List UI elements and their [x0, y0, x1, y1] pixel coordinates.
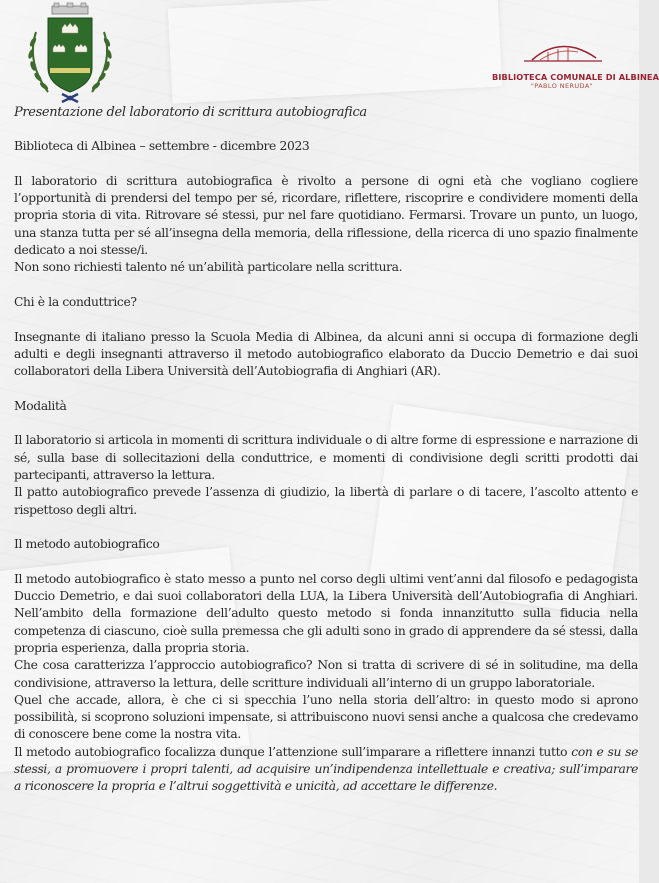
section-heading-modalita: Modalità: [14, 398, 67, 413]
modalita-paragraph: Il patto autobiografico prevede l’assenza di giudizio, la libertà di parlare o di tacere, l’ascolto attento e rispettoso degli altri.: [14, 485, 638, 517]
metodo-paragraph: Il metodo autobiografico è stato messo a punto nel corso degli ultimi vent’anni dal filosofo e pedagogista Duccio Demetrio, e dai suoi collaboratori della LUA, la Libera Università dell’Autobiografia di Anghiari. Nell’ambito della formazione dell’adulto questo metodo si fonda innanzitutto sulla fiducia nella competenza di ciascuno, cioè sulla premessa che gli adulti sono in grado di apprendere da sé stessi, dalla propria esperienza, dalla propria storia.: [14, 571, 638, 655]
metodo-final-plain: Il metodo autobiografico focalizza dunque l’attenzione sull’imparare a riflettere innanzi tutto: [14, 744, 572, 759]
library-name: BIBLIOTECA COMUNALE DI ALBINEA: [492, 72, 659, 82]
library-subtitle: "PABLO NERUDA": [530, 82, 594, 90]
library-building-icon: [492, 36, 632, 66]
background-paper: [168, 0, 503, 104]
page-title: Presentazione del laboratorio di scrittura autobiografica: [14, 105, 367, 120]
conductor-paragraph: Insegnante di italiano presso la Scuola Media di Albinea, da alcuni anni si occupa di formazione degli adulti e degli insegnanti attraverso il metodo autobiografico elaborato da Duccio Demetrio e dai suoi collaboratori della Libera Università dell’Autobiografia di Anghiari (AR).: [14, 329, 638, 379]
intro-paragraph: Non sono richiesti talento né un’abilità particolare nella scrittura.: [14, 260, 403, 275]
library-logo: [492, 36, 659, 90]
metodo-final-paragraph: [14, 744, 638, 796]
section-heading-metodo: Il metodo autobiografico: [14, 537, 160, 552]
albinea-coat-of-arms-logo: [22, 2, 118, 106]
metodo-final-italic: con e su se stessi, a promuovere i propri talenti, ad acquisire un’indipendenza intellettuale e creativa; sull’imparare a riconoscere la propria e l’altrui soggettività e unicità, ad accettare le differenze.: [14, 744, 638, 794]
metodo-paragraph: Che cosa caratterizza l’approccio autobiografico? Non si tratta di scrivere di sé in solitudine, ma della condivisione, attraverso la lettura, delle scritture individuali all’interno di un gruppo laboratoriale.: [14, 658, 638, 690]
document-body: [14, 104, 638, 796]
intro-paragraph: Il laboratorio di scrittura autobiografica è rivolto a persone di ogni età che vogliano cogliere l’opportunità di prendersi del tempo per sé, ricordare, riflettere, riscoprire e condividere momenti della propria storia di vita. Ritrovare sé stessi, pur nel fare quotidiano. Fermarsi. Trovare un punto, un luogo, una stanza tutta per sé all’insegna della memoria, della riflessione, della ricerca di uno spazio finalmente dedicato a noi stesse/i.: [14, 173, 638, 258]
event-subtitle: Biblioteca di Albinea – settembre - dicembre 2023: [14, 139, 310, 154]
metodo-paragraph: Quel che accade, allora, è che ci si specchia l’uno nella storia dell’altro: in questo modo si aprono possibilità, si scoprono soluzioni impensate, si attribuiscono nuovi sensi anche a qualcosa che credevamo di conoscere bene come la nostra vita.: [14, 692, 638, 742]
modalita-paragraph: Il laboratorio si articola in momenti di scrittura individuale o di altre forme di espressione e narrazione di sé, sulla base di sollecitazioni della conduttrice, e momenti di condivisione degli scritti prodotti dai partecipanti, attraverso la lettura.: [14, 433, 638, 482]
section-heading-conductor: Chi è la conduttrice?: [14, 294, 137, 309]
